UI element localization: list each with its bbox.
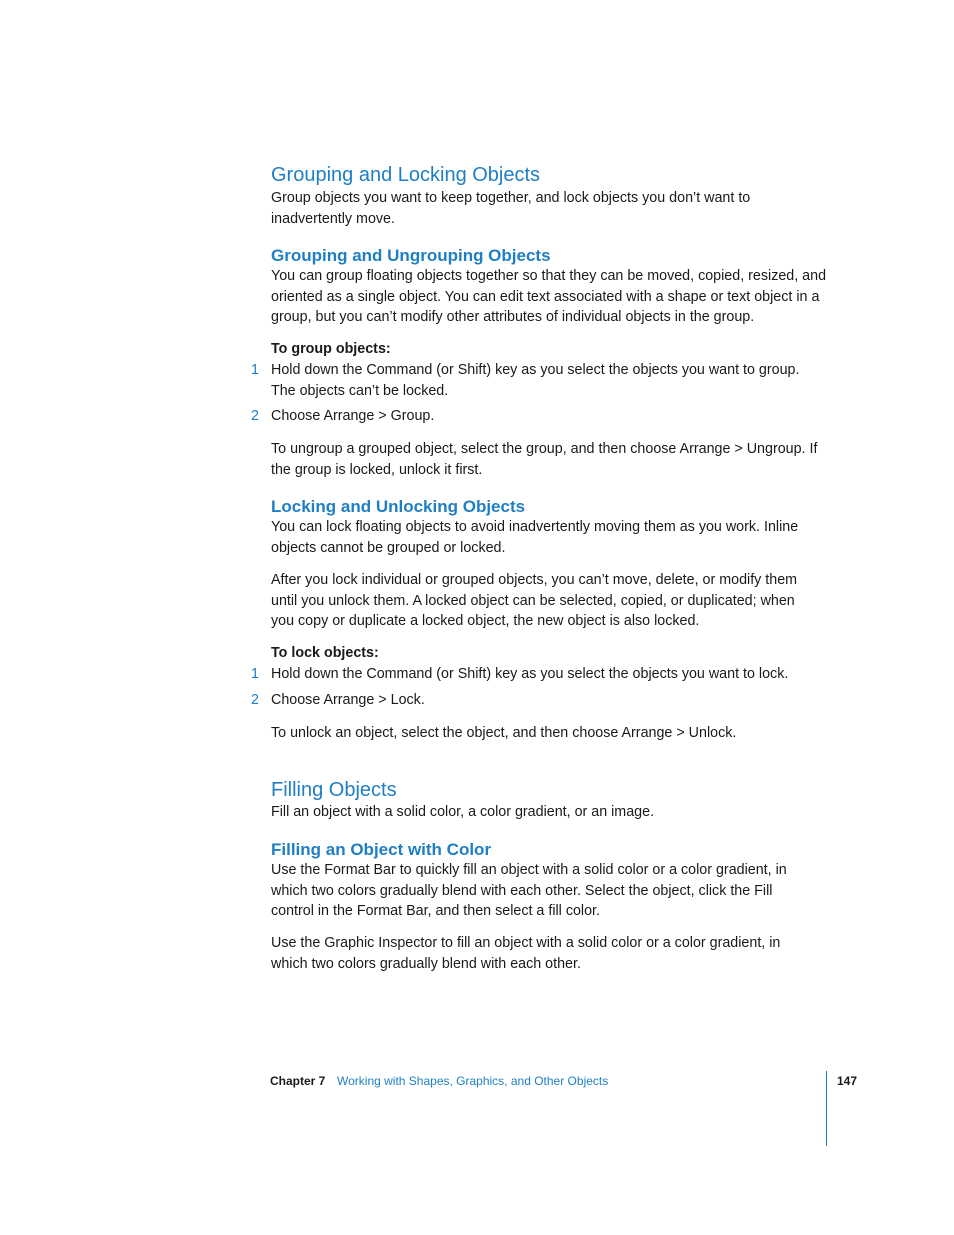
footer-divider	[826, 1071, 827, 1146]
locking-step-1-number: 1	[251, 666, 259, 682]
footer-page-number: 147	[837, 1074, 858, 1088]
footer-chapter-label: Chapter 7	[270, 1074, 326, 1088]
footer-chapter-title: Working with Shapes, Graphics, and Other Objects	[337, 1074, 609, 1088]
locking-step-2-text: Choose Arrange > Lock.	[271, 692, 425, 708]
grouping-step-1-number: 1	[251, 362, 259, 378]
locking-step-2-number: 2	[251, 692, 259, 708]
section-intro-filling: Fill an object with a solid color, a color gradient, or an image.	[271, 804, 655, 820]
grouping-after-text: To ungroup a grouped object, select the group, and then choose Arrange > Ungroup. If the group is locked, unlock it first.	[271, 441, 818, 478]
grouping-step-2-number: 2	[251, 408, 259, 424]
filling-body-2: Use the Graphic Inspector to fill an object with a solid color or a color gradient, in which two colors gradually blend with each other.	[271, 935, 781, 972]
locking-body-1: You can lock floating objects to avoid inadvertently moving them as you work. Inline objects cannot be grouped or locked.	[271, 519, 799, 556]
grouping-steps-heading: To group objects:	[271, 341, 391, 357]
section-intro-grouping-locking: Group objects you want to keep together, and lock objects you don’t want to inadvertently move.	[271, 190, 751, 227]
locking-body-2: After you lock individual or grouped objects, you can’t move, delete, or modify them until you unlock them. A locked object can be selected, copied, or duplicated; when you copy or duplicate a locked object, the new object is also locked.	[271, 572, 798, 629]
subsection-title-filling-color: Filling an Object with Color	[271, 840, 492, 859]
section-title-filling: Filling Objects	[271, 779, 397, 801]
locking-after-text: To unlock an object, select the object, and then choose Arrange > Unlock.	[271, 725, 737, 741]
section-title-grouping-locking: Grouping and Locking Objects	[271, 164, 541, 186]
grouping-step-2-text: Choose Arrange > Group.	[271, 408, 435, 424]
subsection-title-grouping: Grouping and Ungrouping Objects	[271, 246, 551, 265]
subsection-title-locking: Locking and Unlocking Objects	[271, 497, 526, 516]
grouping-body: You can group floating objects together so that they can be moved, copied, resized, and oriented as a single object. You can edit text associated with a shape or text object in a group, but you can’t modify other attributes of individual objects in the group.	[271, 268, 827, 325]
grouping-step-1-text: Hold down the Command (or Shift) key as you select the objects you want to group. The objects can’t be locked.	[271, 362, 800, 399]
filling-body-1: Use the Format Bar to quickly fill an object with a solid color or a color gradient, in which two colors gradually blend with each other. Select the object, click the Fill control in the Format Bar, and then select a fill color.	[271, 862, 787, 919]
locking-step-1-text: Hold down the Command (or Shift) key as you select the objects you want to lock.	[271, 666, 789, 682]
locking-steps-heading: To lock objects:	[271, 645, 379, 661]
